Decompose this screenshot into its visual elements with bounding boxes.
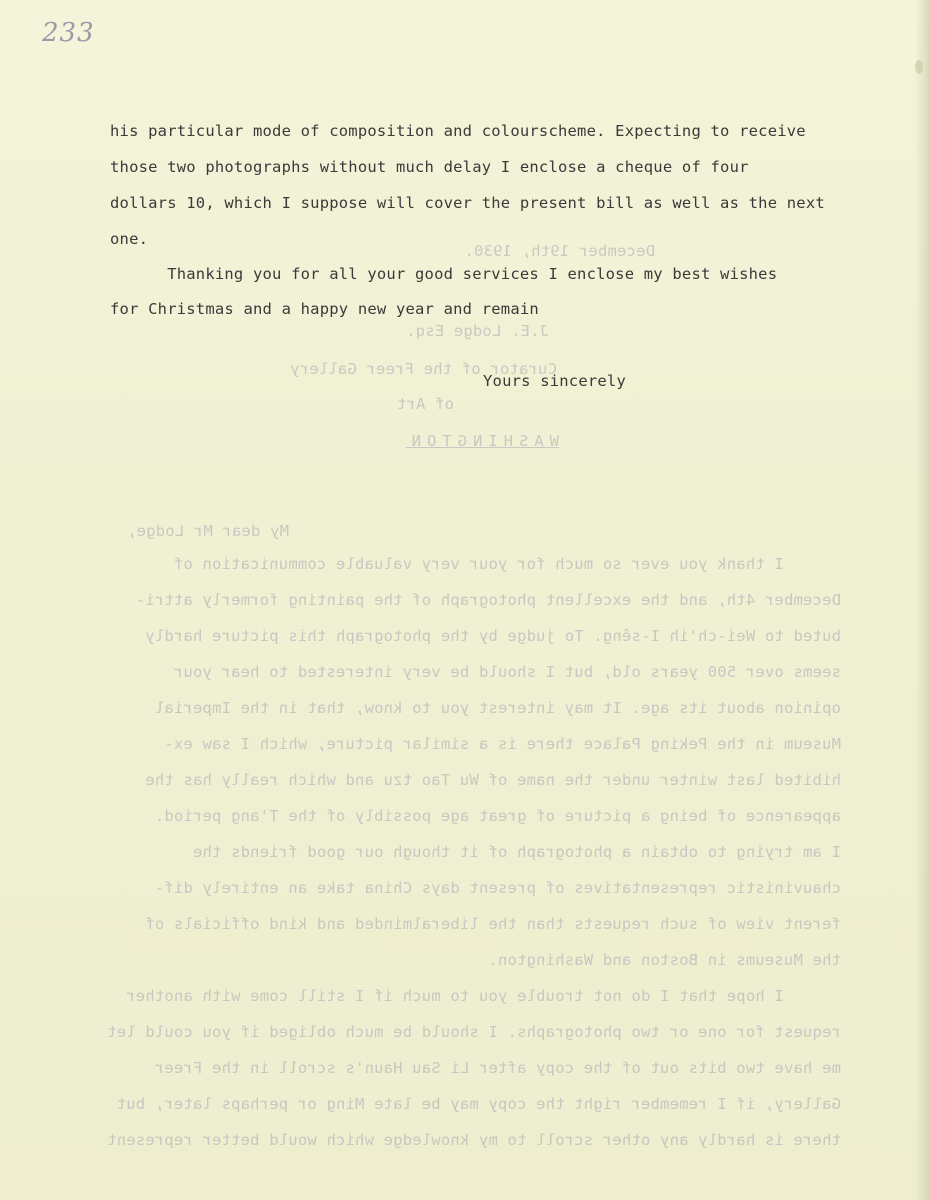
show-through-addressee-line: J.E. Lodge Esq. — [406, 322, 549, 340]
show-through-body-line: hibited last winter under the name of Wu Tao tzu and which really has the — [145, 771, 841, 789]
letter-line: Thanking you for all your good services I enclose my best wishes — [110, 265, 778, 283]
letter-line: those two photographs without much delay I enclose a cheque of four — [110, 158, 749, 176]
show-through-body-line: buted to Wei-ch'ih I-sêng. To judge by the photograph this picture hardly — [145, 627, 841, 645]
show-through-body-line: me have two bits out of the copy after Li Sau Haun's scroll in the Freer — [154, 1059, 841, 1077]
letter-line: one. — [110, 230, 149, 248]
show-through-addressee-line: of Art — [396, 395, 454, 413]
show-through-addressee-line: Curator of the Freer Gallery — [290, 360, 557, 378]
letter-closing: Yours sincerely — [483, 372, 626, 390]
show-through-body-line: I hope that I do not trouble you to much if I still come with another — [126, 987, 841, 1005]
show-through-body-line: December 4th, and the excellent photograph of the painting formerly attri- — [135, 591, 841, 609]
show-through-body-line: Gallery, if I remember right the copy may be late Ming or perhaps later, but — [116, 1095, 841, 1113]
show-through-city: WASHINGTON — [405, 432, 559, 450]
handwritten-page-number: 233 — [42, 18, 95, 48]
show-through-body-line: I thank you ever so much for your very valuable communication of — [173, 555, 841, 573]
show-through-body-line: ferent view of such requests than the liberalminded and kind officials of — [145, 915, 841, 933]
show-through-body-line: request for one or two photographs. I should be much obliged if you could let — [107, 1023, 841, 1041]
show-through-body-line: opinion about its age. It may interest you to know, that in the Imperial — [154, 699, 841, 717]
letter-line: dollars 10, which I suppose will cover the present bill as well as the next — [110, 194, 825, 212]
show-through-body-line: appearence of being a picture of great age possibly of the T'ang period. — [154, 807, 841, 825]
letter-line: for Christmas and a happy new year and remain — [110, 300, 539, 318]
show-through-body-line: seems over 500 years old, but I should be very interested to hear your — [173, 663, 841, 681]
show-through-body-line: the Museums in Boston and Washington. — [488, 951, 841, 969]
show-through-body-line: Museum in the Peking Palace there is a similar picture, which I saw ex- — [164, 735, 841, 753]
show-through-body-line: I am trying to obtain a photograph of it though our good friends the — [192, 843, 841, 861]
show-through-salutation: My dear Mr Lodge, — [126, 522, 289, 540]
show-through-body-line: there is hardly any other scroll to my knowledge which would better represent — [107, 1131, 841, 1149]
show-through-date: December 19th, 1930. — [464, 242, 655, 260]
letter-line: his particular mode of composition and colourscheme. Expecting to receive — [110, 122, 806, 140]
show-through-body-line: chauvinistic representatives of present days China take an entirely dif- — [154, 879, 841, 897]
